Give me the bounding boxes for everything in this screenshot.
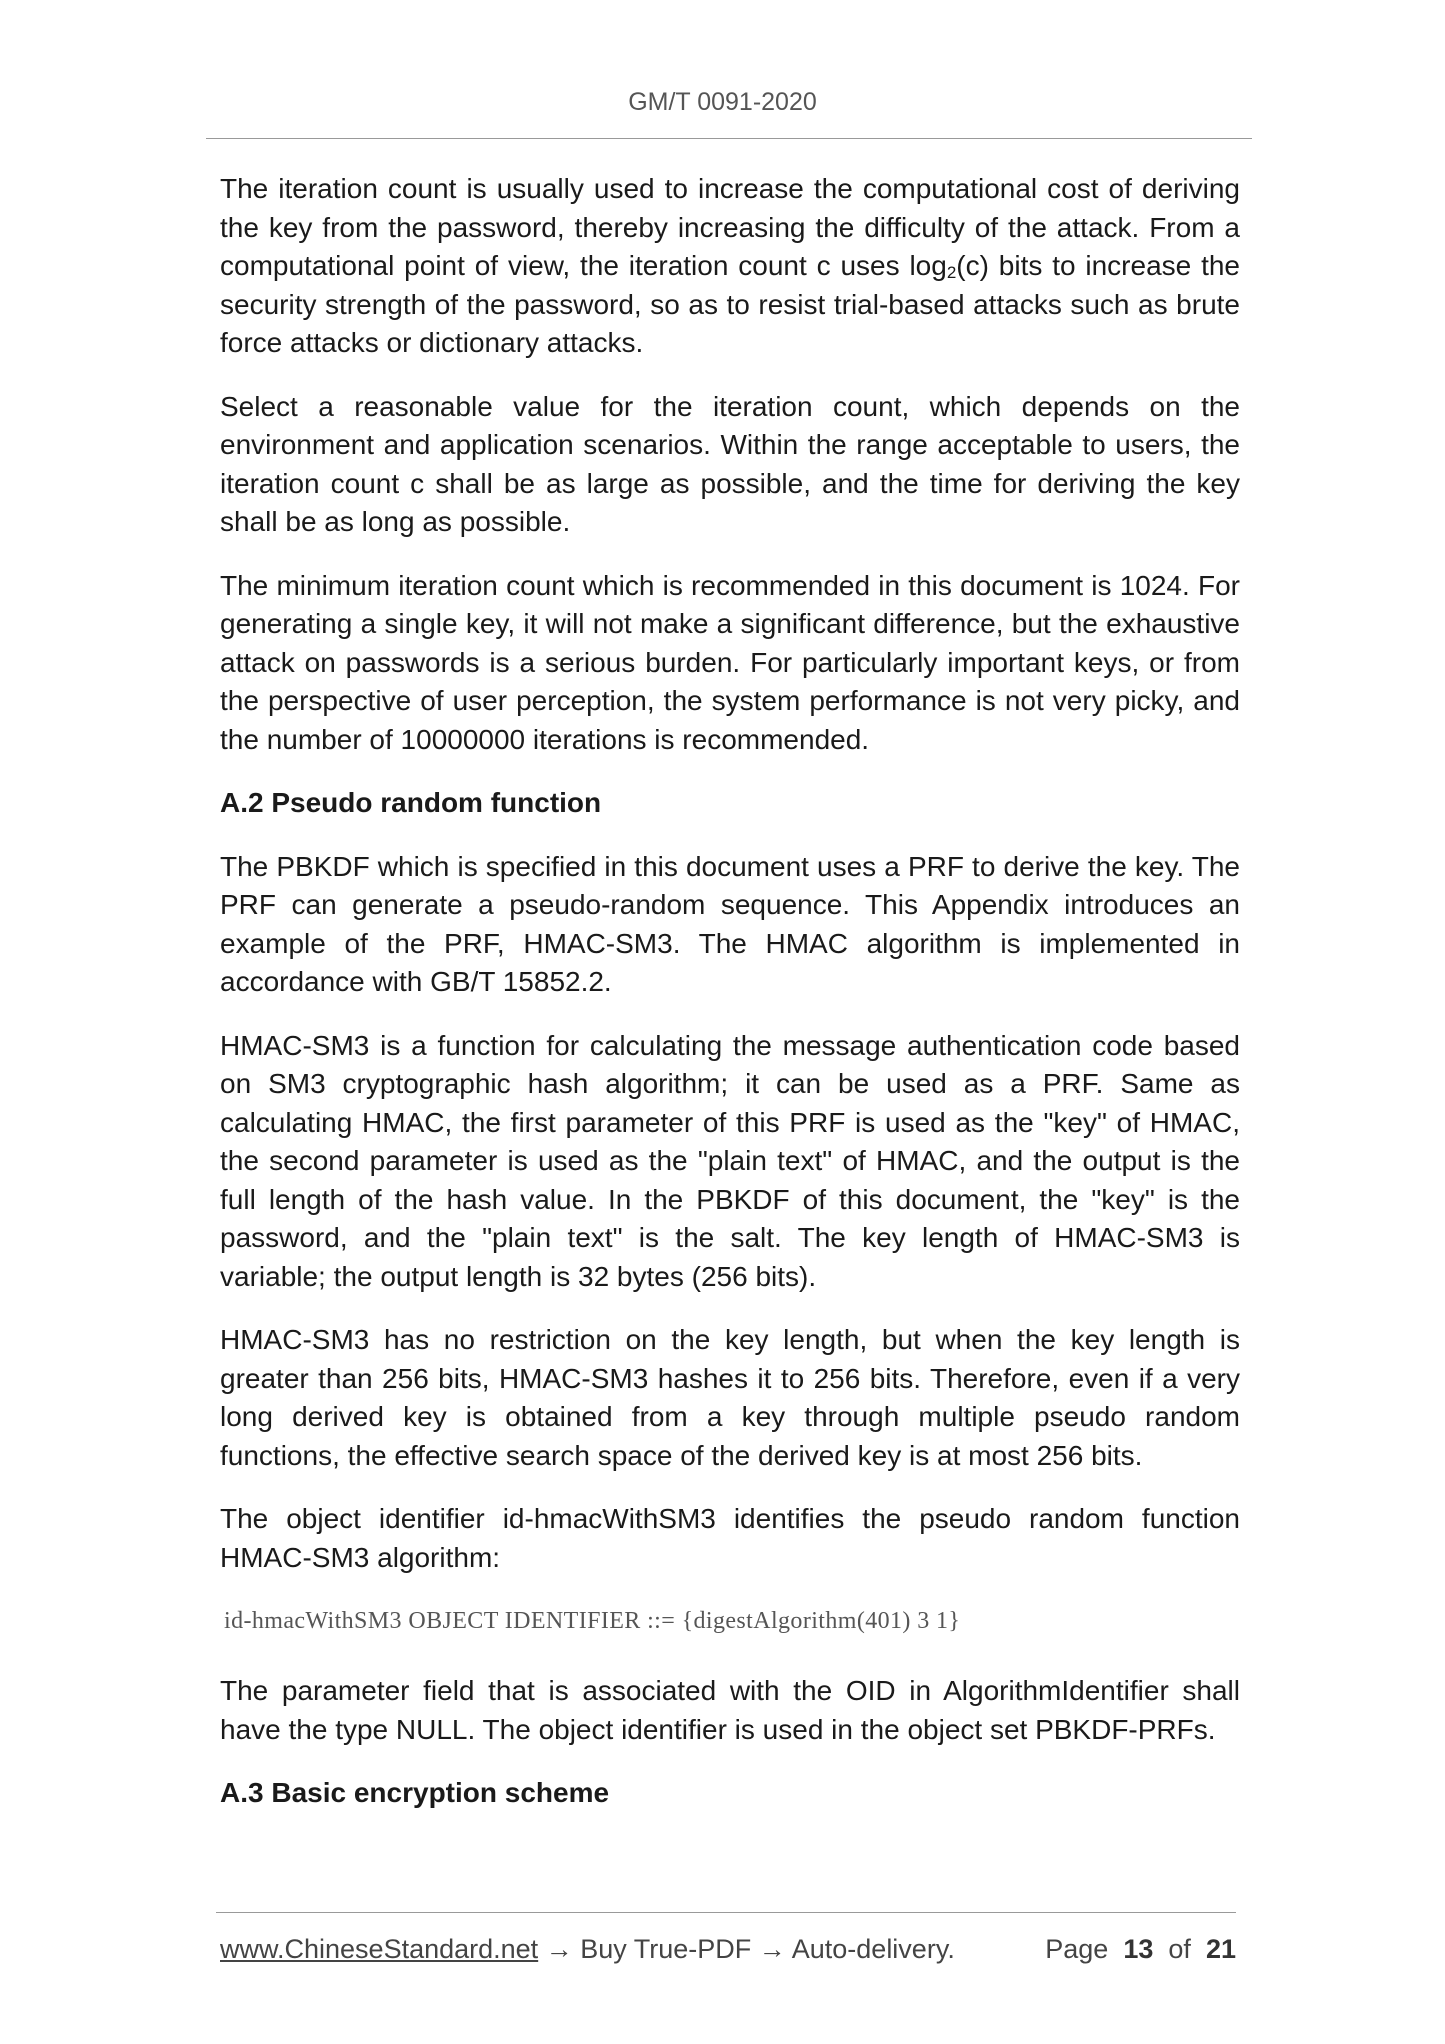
paragraph-select-value: Select a reasonable value for the iteration count, which depends on the environment and application scenarios. Within the range acceptable to users, the iteration count c shall be as large as possible, and the time for deriving the key shall be as long as possible. [220,390,1240,537]
page-indicator [1045,1934,1236,1965]
running-header: GM/T 0091-2020 [628,88,817,116]
site-link[interactable]: www.ChineseStandard.net [220,1934,539,1964]
paragraph-object-identifier: The object identifier id-hmacWithSM3 identifies the pseudo random function HMAC-SM3 algorithm: [220,1503,1240,1573]
header-rule [206,138,1252,139]
section-heading-a3: A.3 Basic encryption scheme [220,1777,610,1808]
paragraph-minimum-count: The minimum iteration count which is recommended in this document is 1024. For generating a single key, it will not make a significant difference, but the exhaustive attack on passwords is a serious burden. For particularly important keys, or from the perspective of user perception, the system performance is not very picky, and the number of 10000000 iterations is recommended. [220,569,1240,755]
paragraph-key-length: HMAC-SM3 has no restriction on the key length, but when the key length is greater than 256 bits, HMAC-SM3 hashes it to 256 bits. Therefore, even if a very long derived key is obtained from a key through multiple pseudo random functions, the effective search space of the derived key is at most 256 bits. [220,1324,1240,1471]
paragraph-pbkdf-prf: The PBKDF which is specified in this document uses a PRF to derive the key. The PRF can generate a pseudo-random sequence. This Appendix introduces an example of the PRF, HMAC-SM3. The HMAC algorithm is implemented in accordance with GB/T 15852.2. [220,850,1240,997]
page-word: Page [1045,1934,1109,1964]
total-pages-number: 21 [1205,1934,1236,1964]
page-footer [220,1934,1236,1970]
footer-rule [216,1912,1236,1913]
current-page-number: 13 [1123,1934,1154,1964]
section-heading-a2: A.2 Pseudo random function [220,787,602,818]
of-word: of [1168,1934,1191,1964]
asn1-definition: id-hmacWithSM3 OBJECT IDENTIFIER ::= {digestAlgorithm(401) 3 1} [224,1608,961,1634]
paragraph-text: (c) bits to increase the security strength of the password, so as to resist trial-based attacks such as brute force attacks or dictionary attacks. [220,250,1240,358]
paragraph-iteration-cost [220,170,1240,363]
paragraph-text: The iteration count is usually used to increase the computational cost of deriving the key from the password, thereby increasing the difficulty of the attack. From a computational point of view, the iteration count c uses log [220,173,1240,281]
footer-promo-text: → Buy True-PDF → Auto-delivery. [538,1934,955,1964]
paragraph-hmac-sm3: HMAC-SM3 is a function for calculating the message authentication code based on SM3 cryptographic hash algorithm; it can be used as a PRF. Same as calculating HMAC, the first parameter of this PRF is used as the "key" of HMAC, the second parameter is used as the "plain text" of HMAC, and the output is the full length of the hash value. In the PBKDF of this document, the "key" is the password, and the "plain text" is the salt. The key length of HMAC-SM3 is variable; the output length is 32 bytes (256 bits). [220,1029,1240,1292]
paragraph-parameter-field: The parameter field that is associated with the OID in AlgorithmIdentifier shall have the type NULL. The object identifier is used in the object set PBKDF-PRFs. [220,1675,1240,1745]
page-body [220,170,1240,1838]
footer-promo [220,1934,955,1965]
log-subscript: 2 [946,263,957,282]
